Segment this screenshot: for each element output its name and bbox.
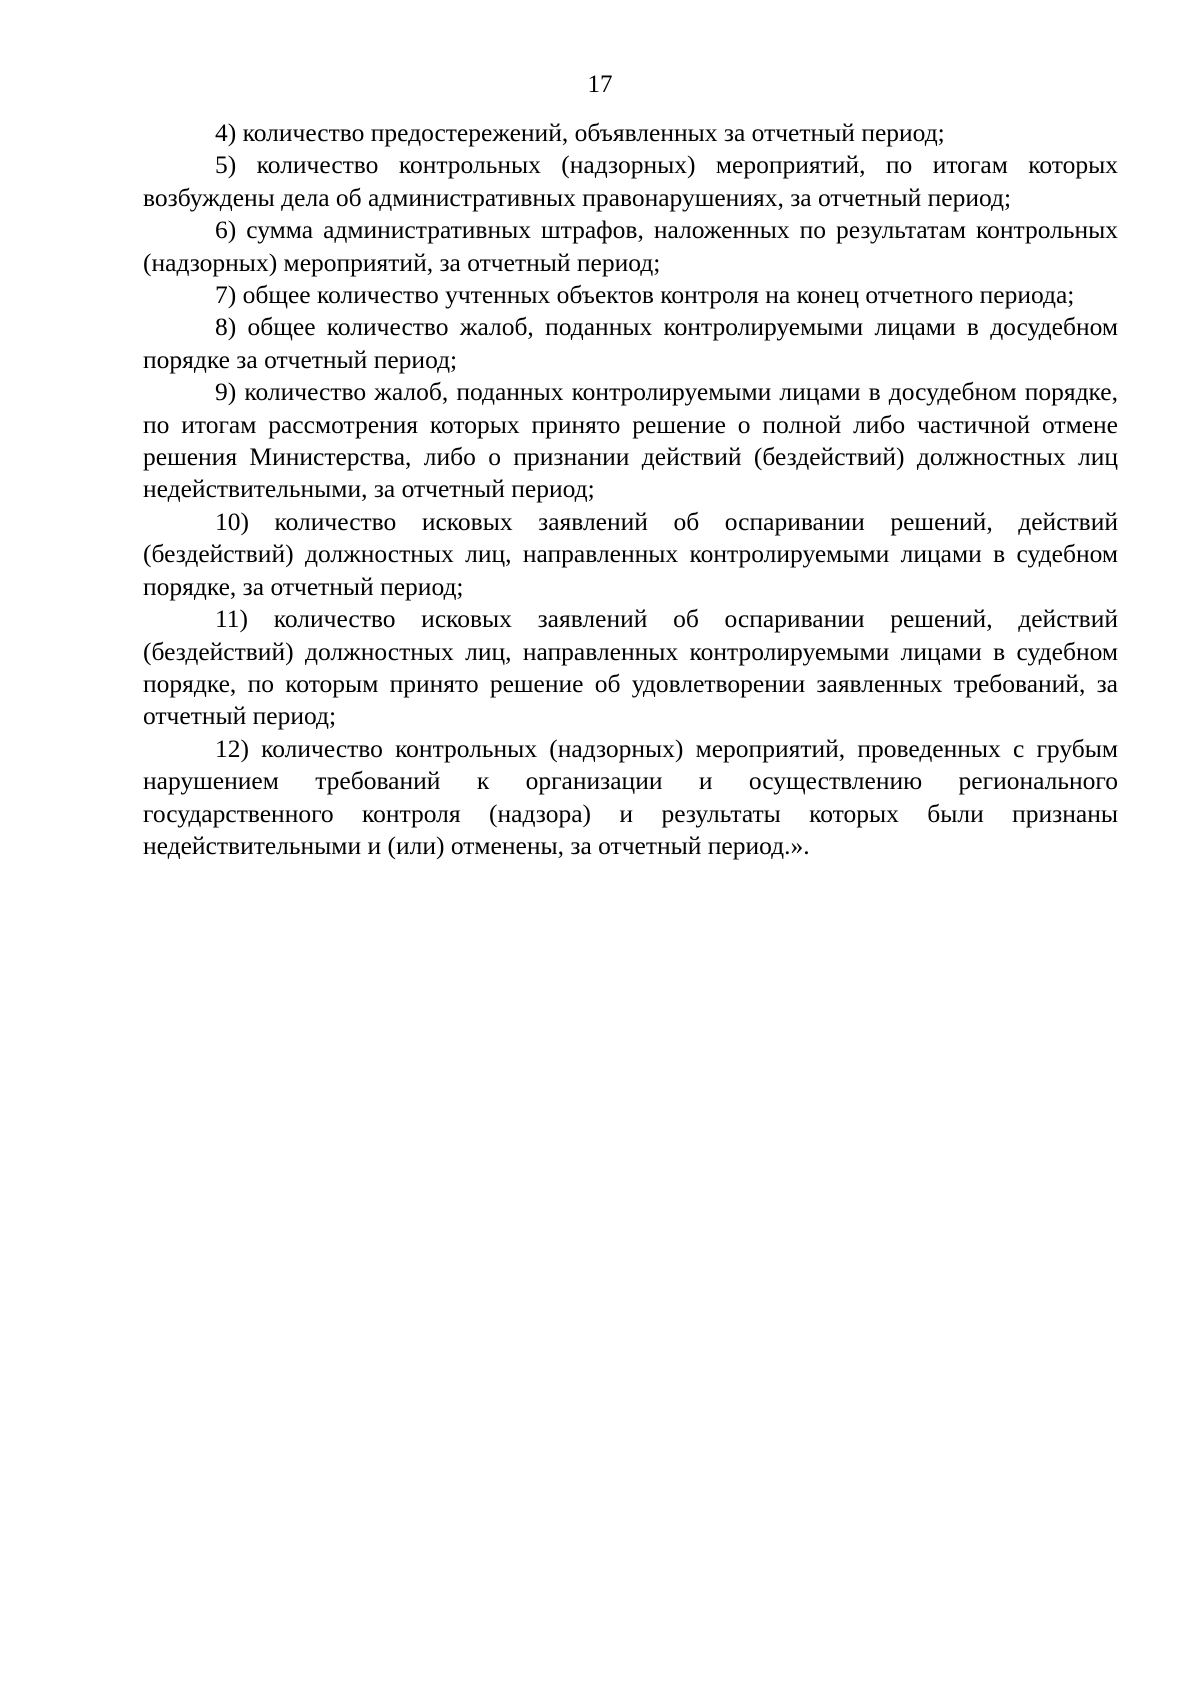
list-item-8: 8) общее количество жалоб, поданных контролируемыми лицами в досудебном порядке за отчетный период; <box>143 312 1118 374</box>
list-item-9: 9) количество жалоб, поданных контролируемыми лицами в досудебном порядке, по итогам рассмотрения которых принято решение о полной либо частичной отмене решения Министерства, либо о признании действий (бездействий) должностных лиц недействительными, за отчетный период; <box>143 377 1118 504</box>
list-item-6: 6) сумма административных штрафов, наложенных по результатам контрольных (надзорных) мероприятий, за отчетный период; <box>143 215 1118 277</box>
list-item-10: 10) количество исковых заявлений об оспаривании решений, действий (бездействий) должностных лиц, направленных контролируемыми лицами в судебном порядке, за отчетный период; <box>143 506 1118 601</box>
list-item-5: 5) количество контрольных (надзорных) мероприятий, по итогам которых возбуждены дела об административных правонарушениях, за отчетный период; <box>143 150 1118 212</box>
document-body <box>143 117 1118 862</box>
list-item-4: 4) количество предостережений, объявленных за отчетный период; <box>215 118 945 147</box>
page-number: 17 <box>587 71 613 98</box>
list-item-11: 11) количество исковых заявлений об оспаривании решений, действий (бездействий) должностных лиц, направленных контролируемыми лицами в судебном порядке, по которым принято решение об удовлетворении заявленных требований, за отчетный период; <box>143 604 1118 731</box>
list-item-12: 12) количество контрольных (надзорных) мероприятий, проведенных с грубым нарушением требований к организации и осуществлению регионального государственного контроля (надзора) и результаты которых были признаны недействительными и (или) отменены, за отчетный период.». <box>143 733 1118 860</box>
list-item-7: 7) общее количество учтенных объектов контроля на конец отчетного периода; <box>215 280 1075 310</box>
